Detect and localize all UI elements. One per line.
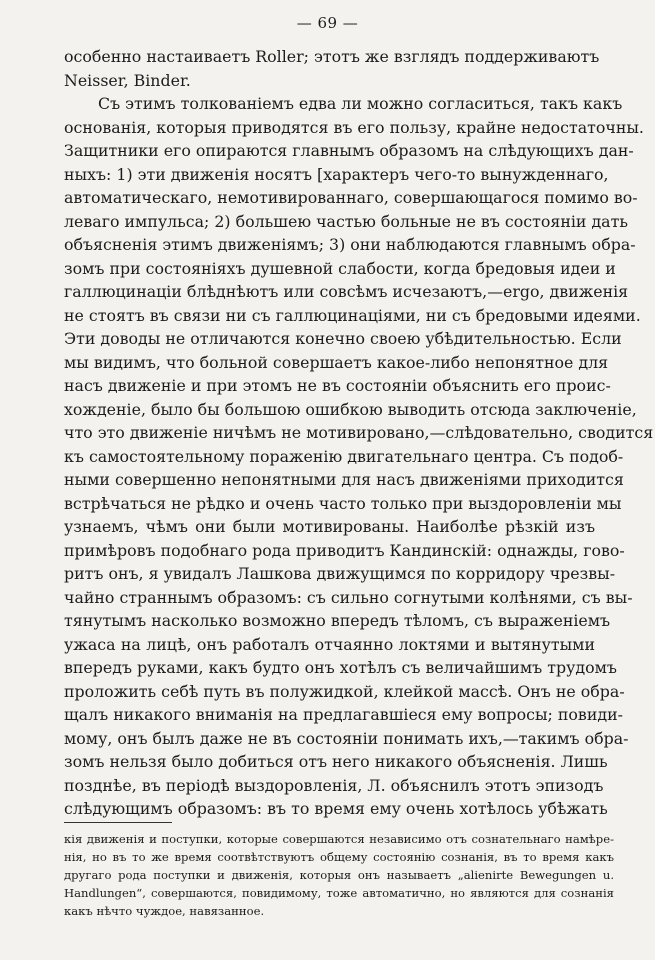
text-line: хожденіе, было бы большою ошибкою выводить отсюда заключеніе,	[64, 399, 637, 419]
text-line: проложить себѣ путь въ полужидкой, клейкой массѣ. Онъ не обра-	[64, 681, 625, 701]
text-line: галлюцинаціи блѣднѣютъ или совсѣмъ исчезаютъ,—ergo, движенія	[64, 282, 629, 301]
text-line: особенно настаиваетъ Roller; этотъ же взглядъ поддерживаютъ	[64, 47, 600, 66]
text-line: зомъ при состояніяхъ душевной слабости, когда бредовыя идеи и	[64, 258, 616, 278]
text-line: что это движеніе ничѣмъ не мотивировано,—слѣдовательно, сводится	[64, 423, 654, 442]
text-line: тянутымъ насколько возможно впередъ тѣломъ, съ выраженіемъ	[64, 611, 611, 630]
text-line: насъ движеніе и при этомъ не въ состояніи объяснить его проис-	[64, 376, 611, 395]
text-line: примѣровъ подобнаго рода приводитъ Кандинскій: однажды, гово-	[64, 540, 625, 560]
main-text	[64, 45, 654, 821]
text-line: чайно страннымъ образомъ: съ сильно согнутыми колѣнями, съ вы-	[64, 587, 633, 607]
text-line: Neisser, Binder.	[64, 70, 191, 90]
text-line: встрѣчаться не рѣдко и очень часто только при выздоровленіи мы	[64, 493, 622, 513]
text-line: ритъ онъ, я увидалъ Лашкова движущимся по корридору чрезвы-	[64, 564, 616, 583]
text-line: Эти доводы не отличаются конечно своею убѣдительностью. Если	[64, 329, 622, 348]
text-line: позднѣе, въ періодѣ выздоровленія, Л. объяснилъ этотъ эпизодъ	[64, 775, 604, 795]
text-line: впередъ руками, какъ будто онъ хотѣлъ съ величайшимъ трудомъ	[64, 658, 617, 677]
text-line: леваго импульса; 2) большею частью больные не въ состояніи дать	[64, 211, 628, 231]
footnote-line: нія, но въ то же время соотвѣтствуютъ общему состоянію сознанія, въ то время какъ	[64, 850, 614, 864]
footnote	[64, 830, 614, 920]
text-line: слѣдующимъ образомъ: въ то время ему очень хотѣлось убѣжать	[64, 799, 608, 818]
page-number: — 69 —	[296, 14, 359, 32]
text-line: узнаемъ, чѣмъ они были мотивированы. Наиболѣе рѣзкій изъ	[64, 517, 595, 536]
footnote-line: кія движенія и поступки, которые совершаются независимо отъ сознательнаго намѣре-	[64, 832, 614, 846]
text-line: мому, онъ былъ даже не въ состояніи понимать ихъ,—такимъ обра-	[64, 728, 629, 748]
footnote-line: другаго рода поступки и движенія, которыя онъ называетъ „alienirte Bewegungen u.	[64, 868, 614, 882]
text-line: объясненія этимъ движеніямъ; 3) они наблюдаются главнымъ обра-	[64, 235, 636, 254]
text-line: не стоятъ въ связи ни съ галлюцинаціями, ни съ бредовыми идеями.	[64, 305, 641, 325]
paragraph	[64, 45, 600, 92]
text-line: зомъ нельзя было добиться отъ него никакого объясненія. Лишь	[64, 752, 608, 771]
text-line: Съ этимъ толкованіемъ едва ли можно согласиться, такъ какъ	[98, 94, 623, 113]
text-line: ными совершенно непонятными для насъ движеніями приходится	[64, 470, 624, 489]
footnote-divider	[64, 822, 172, 823]
paragraph	[64, 92, 654, 821]
footnote-line: какъ нѣчто чуждое, навязанное.	[64, 904, 265, 918]
text-line: автоматическаго, немотивированнаго, совершающагося помимо во-	[64, 188, 638, 207]
text-line: щалъ никакого вниманія на предлагавшіеся ему вопросы; повиди-	[64, 705, 623, 724]
text-line: къ самостоятельному пораженію двигательнаго центра. Съ подоб-	[64, 446, 624, 466]
text-line: ныхъ: 1) эти движенія носятъ [характеръ чего-то вынужденнаго,	[64, 164, 609, 184]
text-line: ужаса на лицѣ, онъ работалъ отчаянно локтями и вытянутыми	[64, 634, 595, 654]
text-line: основанія, которыя приводятся въ его пользу, крайне недостаточны.	[64, 117, 644, 137]
footnote-line: Handlungen“, совершаются, повидимому, тоже автоматично, но являются для сознанія	[64, 886, 614, 900]
text-line: мы видимъ, что больной совершаетъ какое-либо непонятное для	[64, 352, 609, 372]
text-line: Защитники его опираются главнымъ образомъ на слѣдующихъ дан-	[64, 141, 634, 160]
